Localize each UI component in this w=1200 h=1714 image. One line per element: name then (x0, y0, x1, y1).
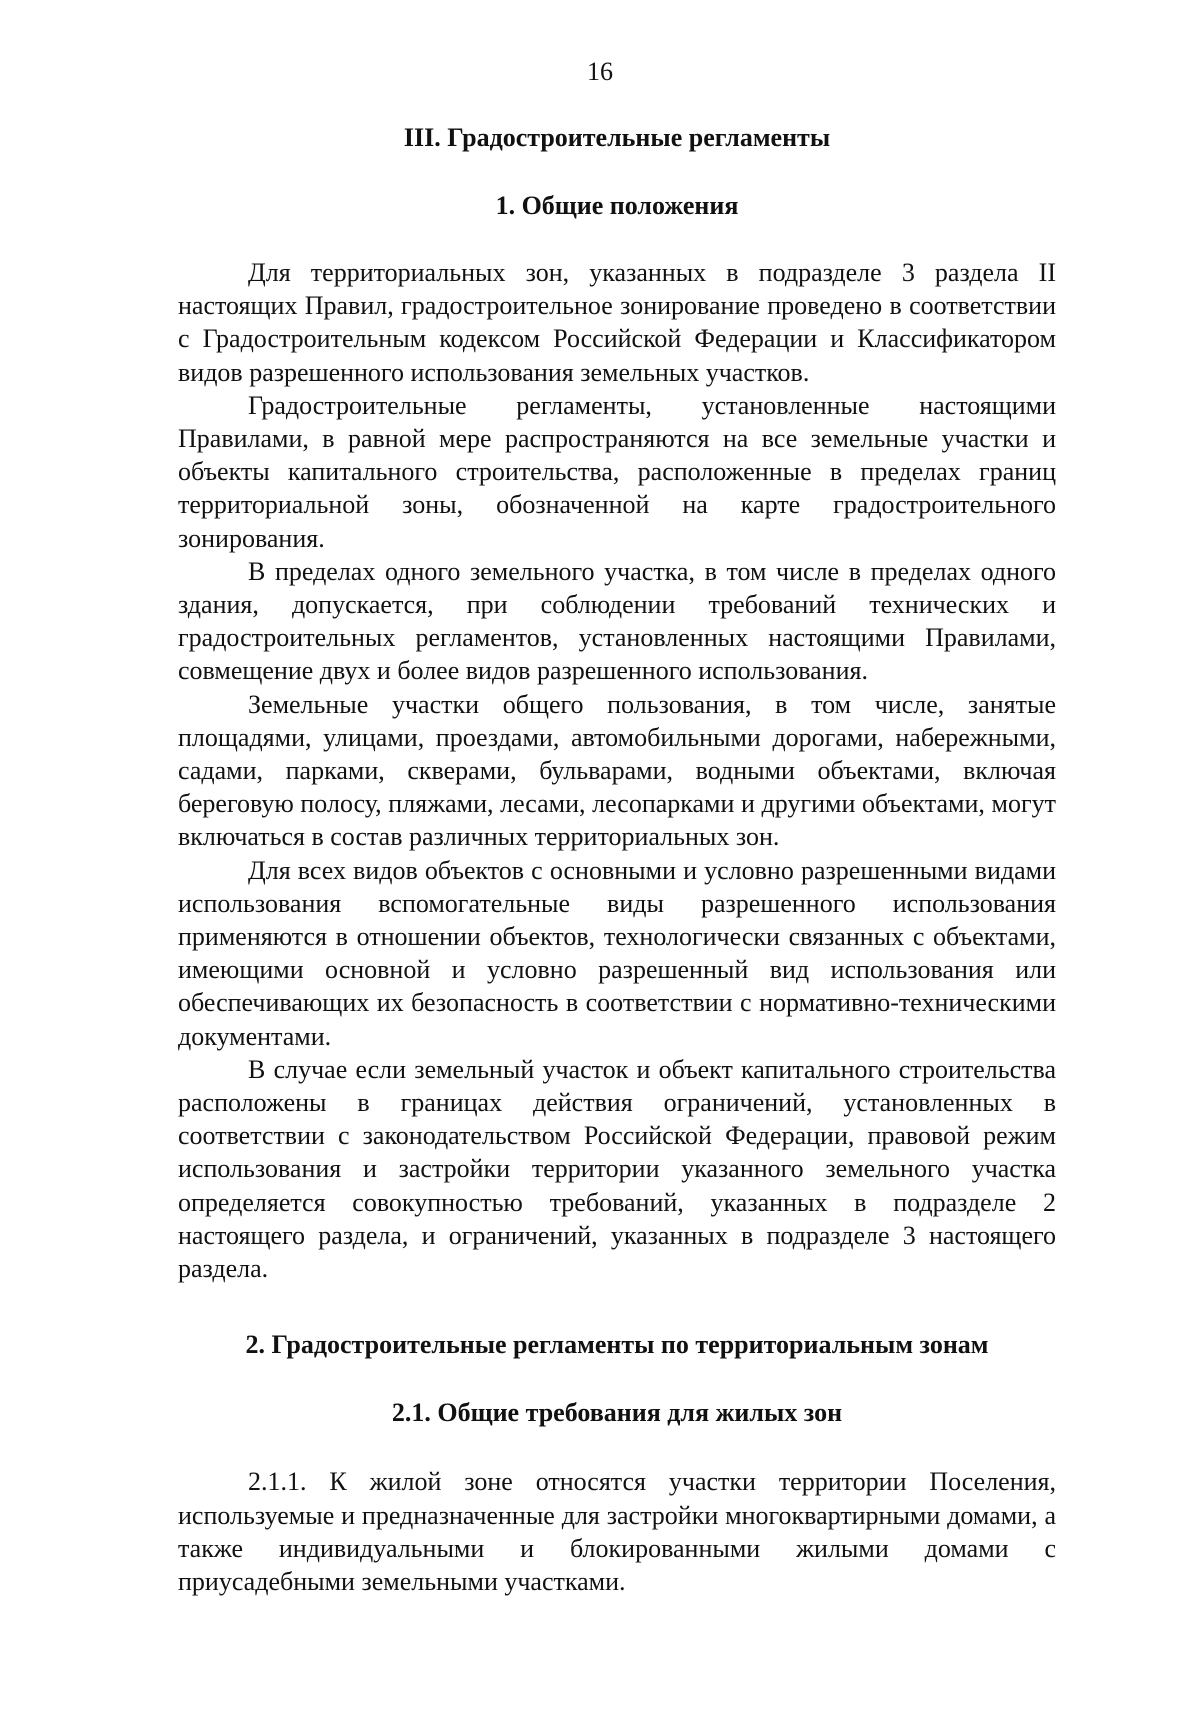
paragraph: 2.1.1. К жилой зоне относятся участки территории Поселения, используемые и предназначенные для застройки многоквартирными домами, а также индивидуальными и блокированными жилыми домами с приусадебными земельными участками. (178, 1467, 1056, 1596)
paragraph: В пределах одного земельного участка, в том числе в пределах одного здания, допускается, при соблюдении требований технических и градостроительных регламентов, установленных настоящими Правилами, совмещение двух и более видов разрешенного использования. (178, 556, 1056, 686)
page-number: 16 (587, 57, 613, 86)
paragraph: Градостроительные регламенты, установленные настоящими Правилами, в равной мере распространяются на все земельные участки и объекты капитального строительства, расположенные в пределах границ территориальной зоны, обозначенной на карте градостроительного зонирования. (178, 390, 1056, 553)
section-title: III. Градостроительные регламенты (403, 123, 831, 152)
subsection-title: 2. Градостроительные регламенты по территориальным зонам (245, 1330, 989, 1360)
document-body (178, 112, 1056, 1598)
paragraph: Земельные участки общего пользования, в том числе, занятые площадями, улицами, проездами, автомобильными дорогами, набережными, садами, парками, скверами, бульварами, водными объектами, включая береговую полосу, пляжами, лесами, лесопарками и другими объектами, могут включаться в состав различных территориальных зон. (178, 689, 1056, 852)
subsection-title: 2.1. Общие требования для жилых зон (391, 1398, 843, 1428)
paragraph: Для всех видов объектов с основными и условно разрешенными видами использования вспомогательные виды разрешенного использования применяются в отношении объектов, технологически связанных с объектами, имеющими основной и условно разрешенный вид использования или обеспечивающих их безопасность в соответствии с нормативно-техническими документами. (178, 855, 1056, 1051)
paragraph: Для территориальных зон, указанных в подразделе 3 раздела II настоящих Правил, градостроительное зонирование проведено в соответствии с Градостроительным кодексом Российской Федерации и Классификатором видов разрешенного использования земельных участков. (178, 258, 1056, 387)
subsection-title: 1. Общие положения (495, 191, 739, 220)
paragraph: В случае если земельный участок и объект капитального строительства расположены в границах действия ограничений, установленных в соответствии с законодательством Российской Федерации, правовой режим использования и застройки территории указанного земельного участка определяется совокупностью требований, указанных в подразделе 2 настоящего раздела, и ограничений, указанных в подразделе 3 настоящего раздела. (178, 1054, 1056, 1284)
